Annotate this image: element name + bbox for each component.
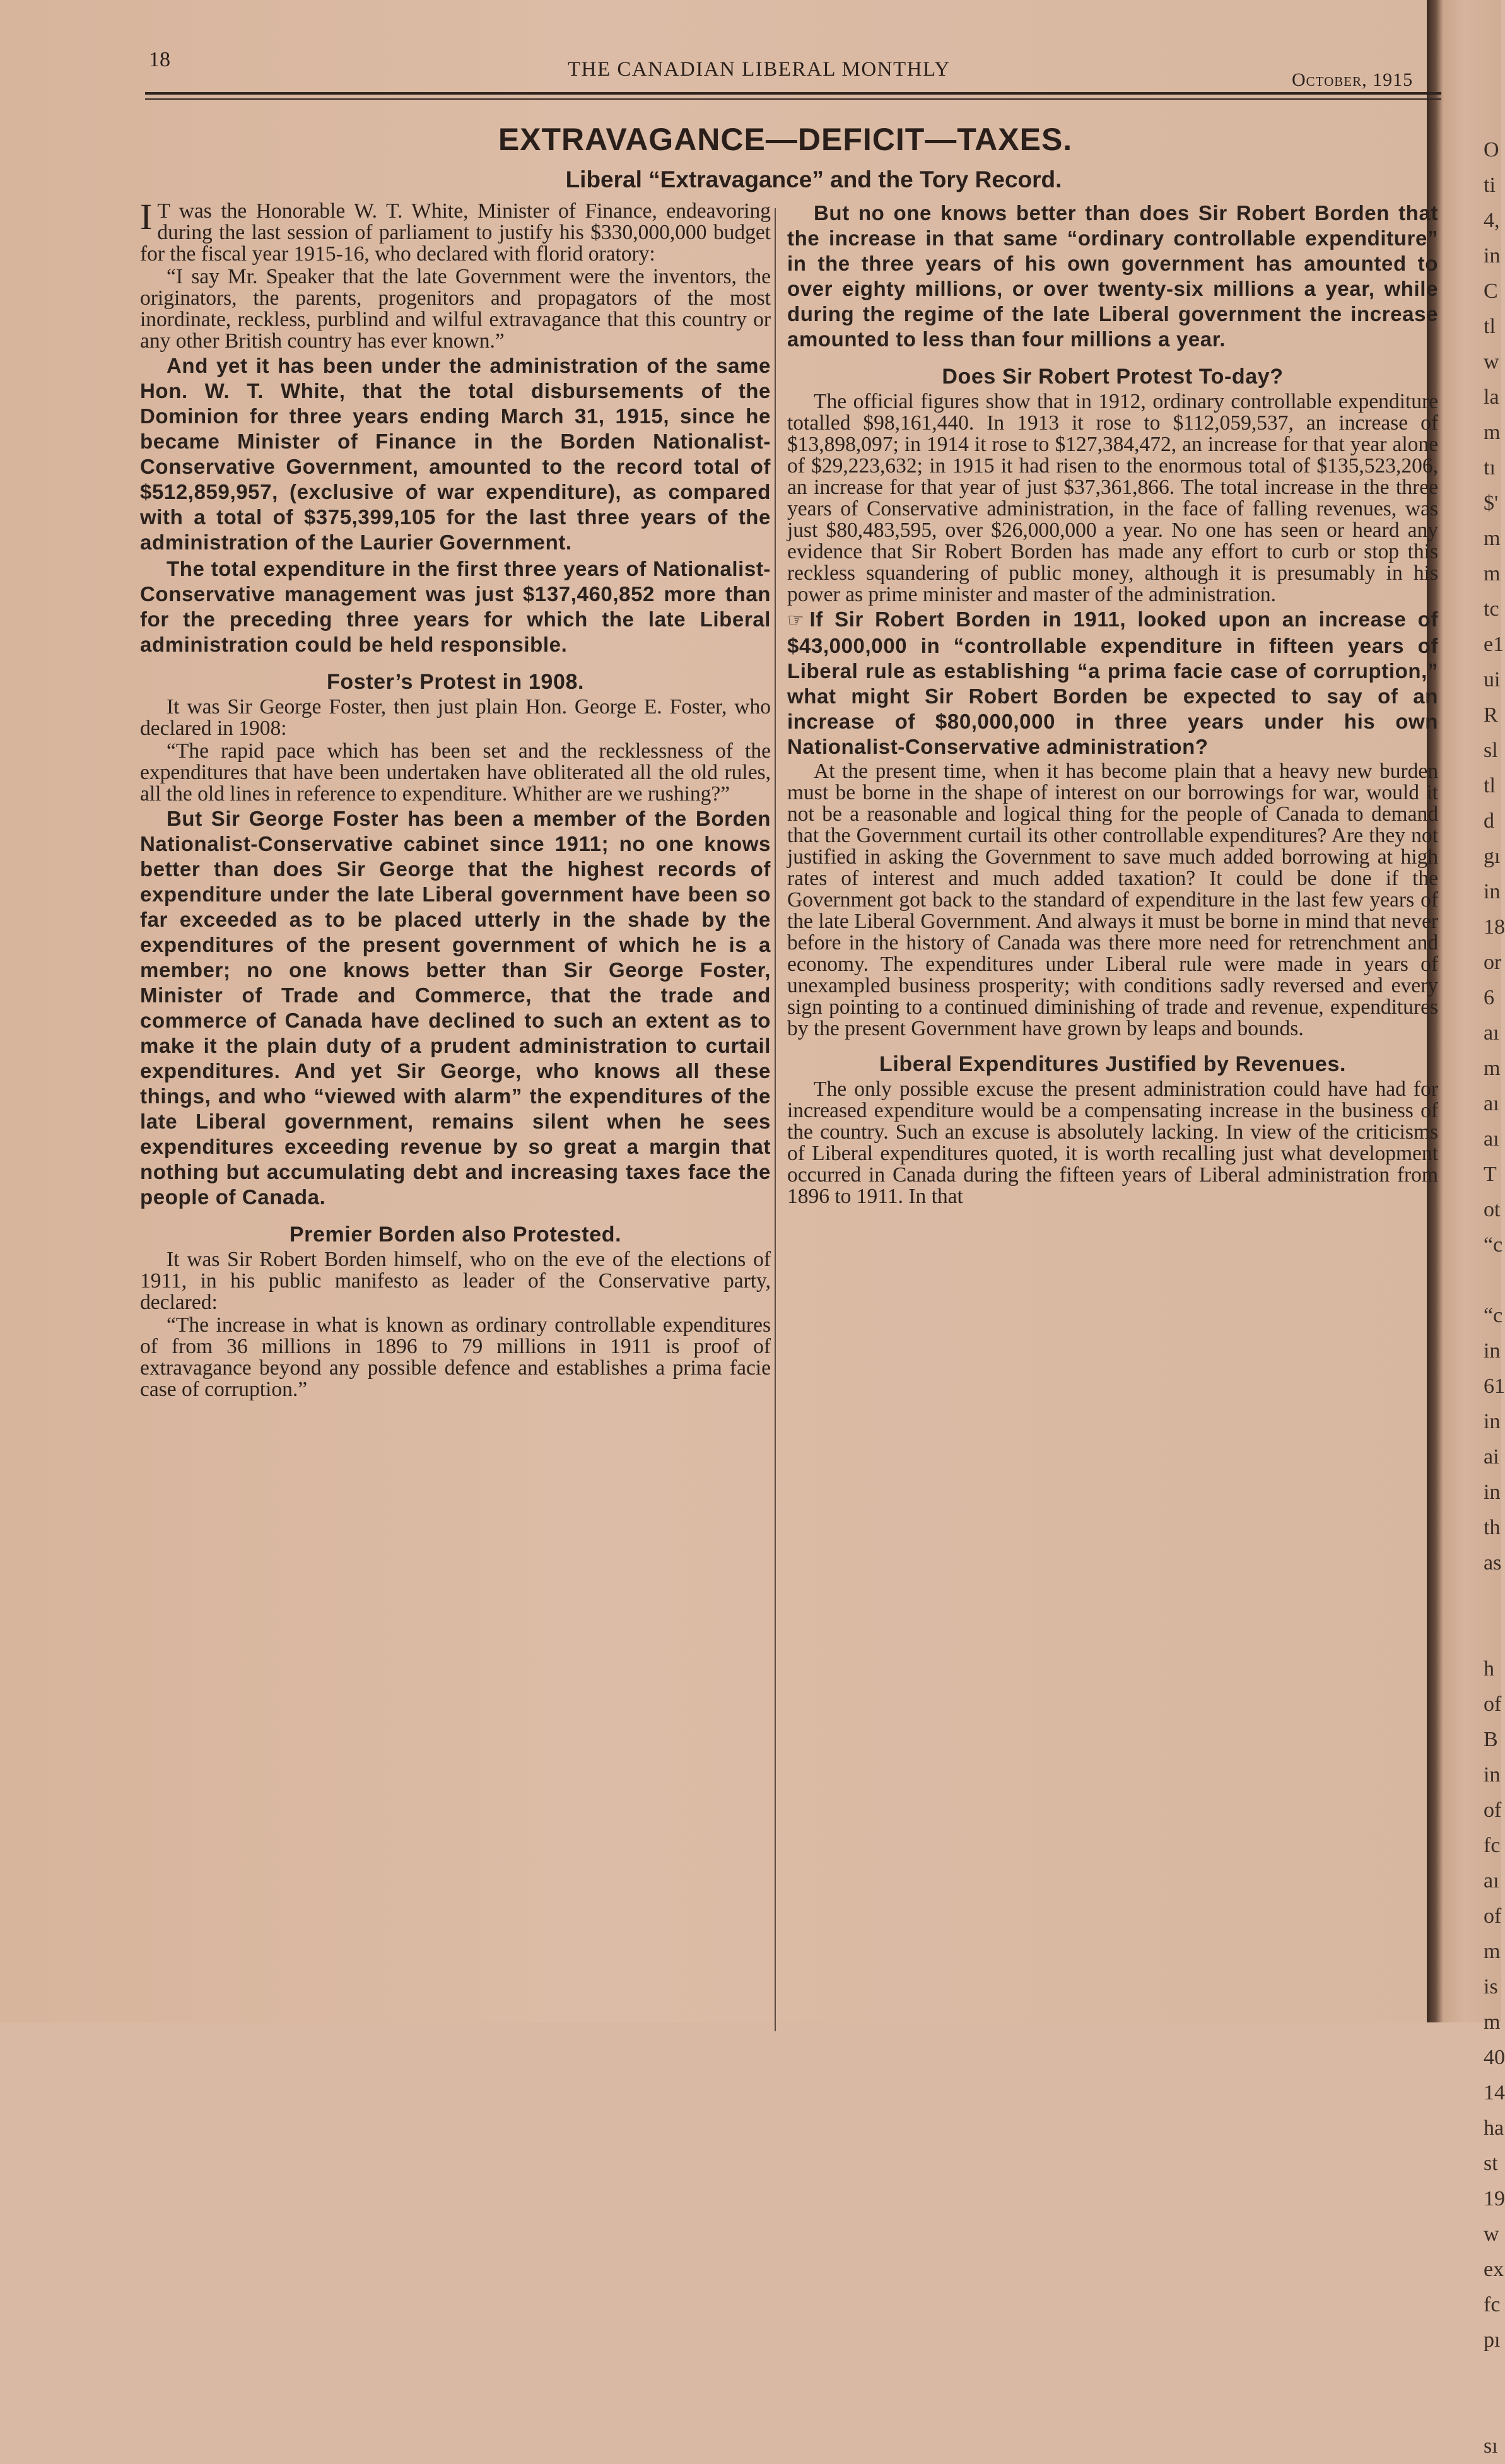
margin-fragment: C [1484, 279, 1498, 303]
margin-fragment: “c [1484, 1304, 1503, 1327]
margin-fragment: aı [1484, 1092, 1499, 1115]
paragraph-bold: But no one knows better than does Sir Robert Borden that the increase in that same “ordinary controllable expenditure” in the three years of his own government has amounted to over eighty millions, or over twenty-six millions a year, while during the regime of the late Liberal government the increase amounted to less than four millions a year. [787, 201, 1438, 351]
margin-fragment: of [1484, 1798, 1502, 1822]
margin-fragment: fc [1484, 2293, 1501, 2316]
margin-fragment: m [1484, 562, 1501, 585]
margin-fragment [1484, 2358, 1501, 2393]
margin-fragment: ex [1484, 2258, 1504, 2281]
page-header [145, 48, 1463, 90]
margin-fragment: tl [1484, 315, 1496, 338]
margin-fragment: in [1484, 244, 1501, 267]
margin-fragment: d [1484, 809, 1494, 833]
paragraph: The only possible excuse the present administration could have had for increased expenditure would be a compensating increase in the business of the country. Such an excuse is absolutely lacking. In view of the criticisms of Liberal expenditures quoted, it is worth recalling just what development occurred in Canada during the fifteen years of Liberal administration from 1896 to 1911. In that [787, 1077, 1438, 1208]
paragraph [140, 196, 771, 266]
article-subtitle: Liberal “Extravagance” and the Tory Record. [565, 167, 1062, 192]
margin-fragment [1484, 1581, 1501, 1616]
running-title: THE CANADIAN LIBERAL MONTHLY [568, 58, 951, 81]
margin-fragment: ha [1484, 2116, 1504, 2140]
paragraph-text: If Sir Robert Borden in 1911, looked upon an increase of $43,000,000 in “controllable expenditure in fifteen years of Liberal rule as establishing “a prima facie case of corruption,” what might Sir Robert Borden be expected to say of an increase of $80,000,000 in three years under his own Nationalist-Conservative administration? [787, 607, 1438, 758]
margin-fragment: aı [1484, 1021, 1499, 1045]
margin-fragment: 40 [1484, 2046, 1505, 2069]
paragraph: At the present time, when it has become plain that a heavy new burden must be borne in the shape of interest on our borrowings for war, would it not be a reasonable and logical thing for the people of Canada to demand that the Government curtail its other controllable expenditures? Are they not justified in asking the Government to save much added borrowing at high rates of interest and much added taxation? It could be done if the Government got back to the standard of expenditure in the last few years of the late Liberal Government. And always it must be borne in mind that never before in the history of Canada was there more need for retrenchment and economy. The expenditures under Liberal rule were made in years of unexampled business prosperity; with conditions sadly reversed and every sign pointing to a continued diminishing of trade and revenue, expenditures by the present Government have grown by leaps and bounds. [787, 760, 1438, 1040]
margin-fragment: sı [1484, 2434, 1498, 2458]
margin-fragment: m [1484, 2010, 1501, 2034]
margin-fragment: pı [1484, 2328, 1501, 2352]
margin-fragment: w [1484, 350, 1499, 373]
column-divider [775, 208, 776, 2031]
margin-fragment: 4, [1484, 209, 1500, 232]
paragraph: The official figures show that in 1912, ordinary controllable expenditure totalled $98,161,440. In 1913 it rose to $112,059,537, an increase of $13,898,097; in 1914 it rose to $127,384,472, an increase for that year alone of $29,223,632; in 1915 it had risen to the enormous total of $135,523,206, an increase for that year of just $37,361,866. The total increase in the three years of Conservative administration, in the face of falling revenues, was just $80,483,595, over $26,000,000 a year. No one has seen or heard any evidence that Sir Robert Borden has made any effort to curb or stop this reckless squandering of public money, although it is presumably in his power as prime minister and master of the administration. [787, 390, 1438, 606]
margin-fragment: st [1484, 2152, 1498, 2175]
margin-fragment: of [1484, 1904, 1502, 1928]
paragraph-bold: But Sir George Foster has been a member of the Borden Nationalist-Conservative cabinet since 1911; no one knows better than does Sir George that the highest records of expenditure under the late Liberal government have been so far exceeded as to be placed utterly in the shade by the expenditures of the present government of which he is a member; no one knows better than Sir George Foster, Minister of Trade and Commerce, that the trade and commerce of Canada have declined to such an extent as to make it the plain duty of a prudent administration to curtail expenditures. And yet Sir George, who knows all these things, and who “viewed with alarm” the expenditures of the late Liberal government, remains silent when he sees expenditures exceeding revenue by so great a margin that nothing but accumulating debt and increasing taxes face the people of Canada. [140, 807, 771, 1209]
margin-fragment: $' [1484, 491, 1499, 515]
margin-fragment: of [1484, 1693, 1502, 1716]
margin-fragment: O [1484, 138, 1499, 161]
margin-fragment: ui [1484, 668, 1501, 691]
margin-fragment: m [1484, 1057, 1501, 1080]
margin-fragment: gı [1484, 845, 1501, 868]
paragraph: It was Sir Robert Borden himself, who on the eve of the elections of 1911, in his public manifesto as leader of the Conservative party, declared: [140, 1248, 771, 1314]
drop-cap: I [140, 196, 153, 237]
margin-fragment: m [1484, 527, 1501, 550]
margin-fragment: e1 [1484, 633, 1504, 656]
margin-fragment: th [1484, 1516, 1501, 1539]
margin-fragment [1484, 1616, 1501, 1651]
margin-fragment: in [1484, 1481, 1501, 1504]
issue-date: October, 1915 [1292, 69, 1414, 90]
margin-fragment: T [1484, 1163, 1497, 1186]
left-column [140, 196, 771, 1402]
header-rule-thin [145, 98, 1441, 100]
quotation: “The rapid pace which has been set and the recklessness of the expenditures that have been undertaken have obliterated all the old rules, all the old lines in reference to expenditure. Whither are we rushing?” [140, 739, 771, 806]
pointing-hand-icon: ☞ [787, 610, 805, 631]
margin-fragment: tc [1484, 597, 1499, 621]
margin-fragment: sl [1484, 739, 1498, 762]
article-title: EXTRAVAGANCE—DEFICIT—TAXES. [498, 122, 1073, 157]
paragraph-bold [787, 607, 1438, 760]
margin-fragment: aı [1484, 1127, 1499, 1151]
margin-fragment: 6 [1484, 986, 1494, 1009]
margin-fragment: aı [1484, 1869, 1499, 1892]
margin-fragment: “c [1484, 1233, 1503, 1257]
paragraph-bold: And yet it has been under the administration of the same Hon. W. T. White, that the total disbursements of the Dominion for three years ending March 31, 1915, since he became Minister of Finance in the Borden Nationalist-Conservative Government, amounted to the record total of $512,859,957, (exclusive of war expenditure), as compared with a total of $375,399,105 for the last three years of the administration of the Laurier Government. [140, 354, 771, 554]
next-page-margin-text [1484, 132, 1505, 2464]
margin-fragment: in [1484, 1410, 1501, 1433]
margin-fragment: in [1484, 880, 1501, 903]
section-heading: Premier Borden also Protested. [289, 1223, 622, 1247]
quotation: “The increase in what is known as ordinary controllable expenditures of from 36 millions in 1896 to 79 millions in 1911 is proof of extravagance beyond any possible defence and establishes a prima facie case of corruption.” [140, 1313, 771, 1401]
margin-fragment: R [1484, 703, 1498, 727]
margin-fragment: la [1484, 385, 1499, 409]
margin-fragment [1484, 1263, 1501, 1298]
margin-fragment: 18 [1484, 915, 1505, 939]
margin-fragment: ti [1484, 173, 1496, 197]
margin-fragment: as [1484, 1551, 1502, 1575]
margin-fragment [1484, 2393, 1501, 2429]
page-number: 18 [149, 48, 170, 71]
margin-fragment: w [1484, 2222, 1499, 2246]
margin-fragment: m [1484, 421, 1501, 444]
margin-fragment: is [1484, 1975, 1498, 1998]
margin-fragment: tı [1484, 456, 1496, 479]
section-heading: Liberal Expenditures Justified by Revenues. [879, 1052, 1346, 1076]
margin-fragment: in [1484, 1339, 1501, 1363]
section-heading: Foster’s Protest in 1908. [326, 670, 585, 694]
margin-fragment: B [1484, 1728, 1498, 1751]
margin-fragment: fc [1484, 1834, 1501, 1857]
right-column [787, 201, 1438, 1209]
margin-fragment: 61 [1484, 1375, 1505, 1398]
margin-fragment: h [1484, 1657, 1494, 1681]
margin-fragment: tl [1484, 774, 1496, 797]
margin-fragment: ot [1484, 1198, 1501, 1221]
paragraph: It was Sir George Foster, then just plain Hon. George E. Foster, who declared in 1908: [140, 695, 771, 740]
margin-fragment: m [1484, 1940, 1501, 1963]
margin-fragment: or [1484, 951, 1502, 974]
margin-fragment: ai [1484, 1445, 1499, 1469]
margin-fragment: 19 [1484, 2187, 1505, 2210]
margin-fragment: in [1484, 1763, 1501, 1786]
section-heading: Does Sir Robert Protest To-day? [942, 365, 1284, 389]
margin-fragment: 14 [1484, 2081, 1505, 2104]
paragraph-text: T was the Honorable W. T. White, Minister of Finance, endeavoring during the last session of parliament to justify his $330,000,000 budget for the fiscal year 1915-16, who declared with florid oratory: [140, 199, 771, 266]
header-rule [145, 92, 1441, 95]
paragraph-bold: The total expenditure in the first three years of Nationalist-Conservative management was just $137,460,852 more than for the preceding three years for which the late Liberal administration could be held responsible. [140, 557, 771, 656]
quotation: “I say Mr. Speaker that the late Government were the inventors, the originators, the parents, progenitors and propagators of the most inordinate, reckless, purblind and wilful extravagance that this country or any other British country has ever known.” [140, 265, 771, 353]
